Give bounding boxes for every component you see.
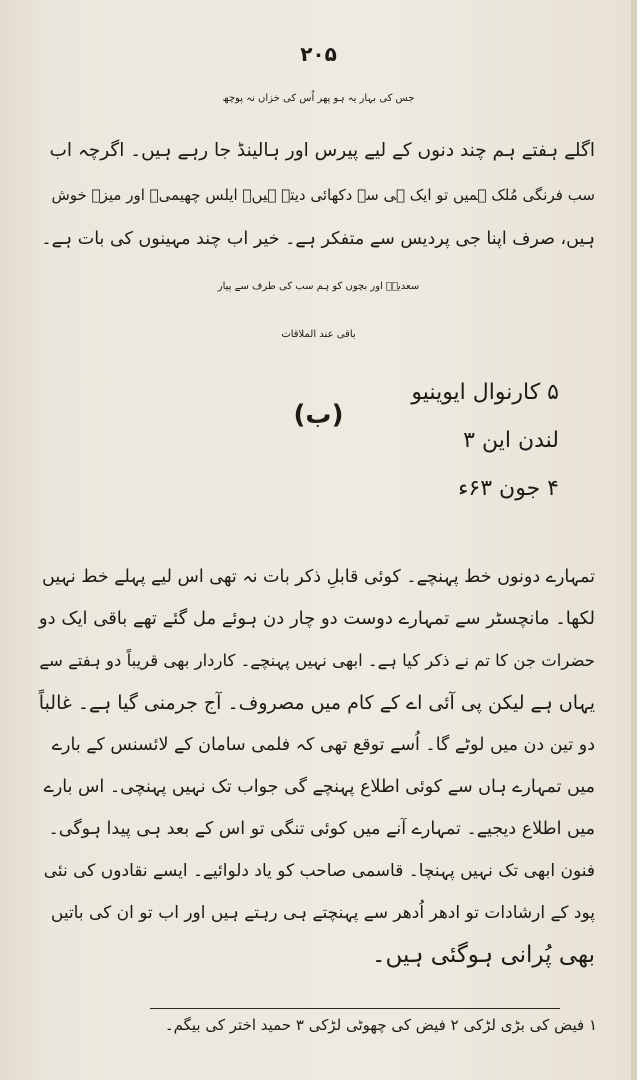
- body-line: دو تین دن میں لوٹے گا۔ اُسے توقع تھی کہ فلمی سامان کے لائسنس کے بارے: [51, 735, 595, 755]
- body-line: میں اطلاع دیجیے۔ تمہارے آنے میں کوئی تنگی تو اس کے بعد ہی پیدا ہوگی۔: [48, 819, 595, 839]
- date-line: ۴ جون ۶۳ء: [458, 476, 559, 501]
- greeting-line: سعدیہؔ اور بچوں کو ہم سب کی طرف سے پیار: [217, 281, 420, 292]
- paragraph-line: سب فرنگی مُلک ہمیں تو ایک ہی سے دکھائی دیتے ہیں۔ ایلس چھیمیؔ اور میزؔ خوش: [51, 186, 595, 204]
- body-line: میں تمہارے ہاں سے کوئی اطلاع پہنچے گی جواب تک نہیں پہنچی۔ اس بارے: [43, 777, 595, 797]
- body-line: حضرات جن کا تم نے ذکر کیا ہے۔ ابھی نہیں پہنچے۔ کاردار بھی قریباً دو ہفتے سے: [39, 651, 595, 670]
- body-line: تمہارے دونوں خط پہنچے۔ کوئی قابلِ ذکر بات نہ تھی اس لیے پہلے خط نہیں: [42, 567, 595, 587]
- letter-label: (ب): [293, 400, 344, 430]
- address-line: لندن این ۳: [463, 428, 559, 453]
- paragraph-line: اگلے ہفتے ہم چند دنوں کے لیے پیرس اور ہالینڈ جا رہے ہیں۔ اگرچہ اب: [49, 140, 595, 161]
- address-line: ۵ کارنوال ایوینیو: [411, 380, 559, 405]
- body-line: لکھا۔ مانچسٹر سے تمہارے دوست دو چار دن ہوئے مل گئے تھے باقی ایک دو: [38, 608, 595, 629]
- paragraph-line: ہیں، صرف اپنا جی پردیس سے متفکر ہے۔ خیر اب چند مہینوں کی بات ہے۔: [41, 229, 595, 249]
- body-line: پود کے ارشادات تو ادھر اُدھر سے پہنچتے ہی رہتے ہیں اور اب تو ان کی باتیں: [50, 903, 595, 923]
- footnote: ۱ فیض کی بڑی لڑکی ۲ فیض کی چھوٹی لڑکی ۳ حمید اختر کی بیگم۔: [164, 1016, 597, 1034]
- body-line: فنون ابھی تک نہیں پہنچا۔ قاسمی صاحب کو یاد دلوائیے۔ ایسے نقادوں کی نئی: [43, 861, 595, 881]
- body-line: یہاں ہے لیکن پی آئی اے کے کام میں مصروف۔ آج جرمنی گیا ہے۔ غالباً: [38, 692, 595, 714]
- verse-heading: جس کی بہار یہ ہو پھر اُس کی خزاں نہ پوچھ: [222, 93, 415, 104]
- page-number: ۲۰۵: [300, 42, 337, 66]
- footnote-rule: [150, 1008, 560, 1009]
- page-edge: [631, 0, 637, 1080]
- closing-line: باقی عند الملاقات: [281, 329, 356, 340]
- body-line: بھی پُرانی ہوگئی ہیں۔: [372, 942, 595, 968]
